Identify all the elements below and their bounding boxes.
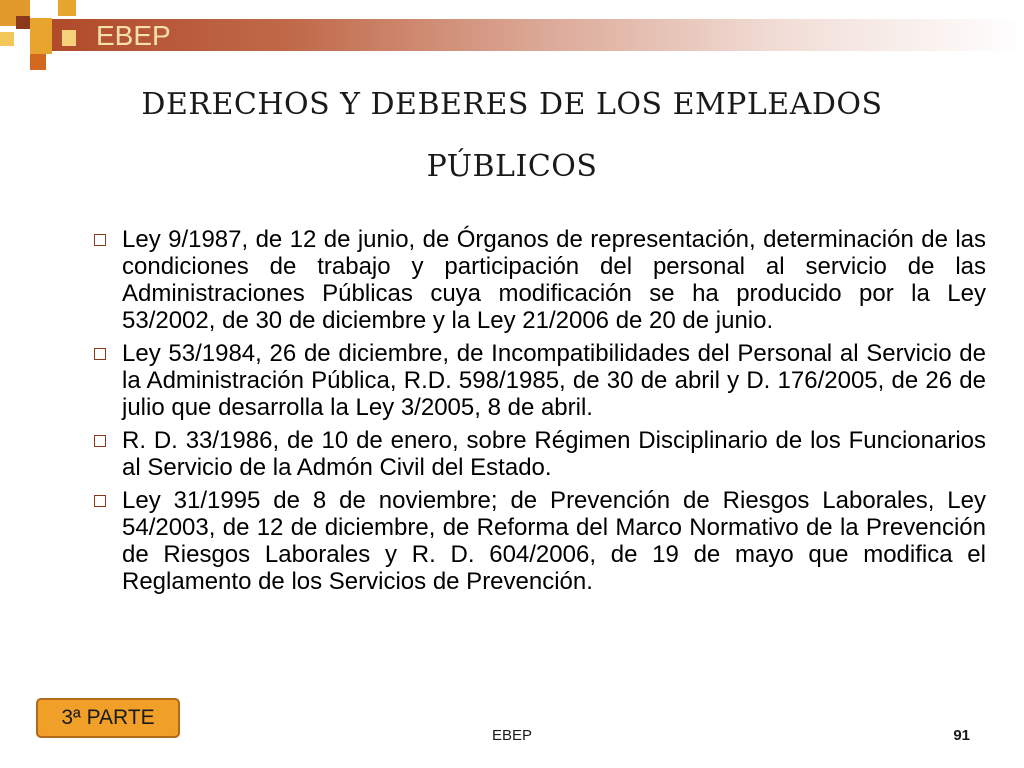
- page-number: 91: [953, 727, 970, 744]
- logo-square: [30, 18, 52, 54]
- square-bullet-icon: [94, 435, 106, 447]
- logo-square: [30, 54, 46, 70]
- bullet-text: R. D. 33/1986, de 10 de enero, sobre Régimen Disciplinario de los Funcionarios al Servicio de la Admón Civil del Estado.: [122, 427, 986, 481]
- slide-title: [40, 74, 984, 198]
- bullet-list: [90, 226, 986, 601]
- logo-square: [16, 16, 30, 29]
- header-label: EBEP: [96, 20, 171, 51]
- bullet-item: [90, 340, 986, 421]
- bullet-item: [90, 427, 986, 481]
- square-bullet-icon: [94, 348, 106, 360]
- bullet-text: Ley 31/1995 de 8 de noviembre; de Prevención de Riesgos Laborales, Ley 54/2003, de 12 de diciembre, de Reforma del Marco Normativo de la Prevención de Riesgos Laborales y R. D. 604/2006, de 19 de mayo que modifica el Reglamento de los Servicios de Prevención.: [122, 487, 986, 595]
- bullet-item: [90, 487, 986, 595]
- header-band: [50, 19, 1024, 51]
- title-line-2: PÚBLICOS: [426, 149, 598, 184]
- logo-square: [58, 0, 76, 16]
- logo-square: [62, 30, 76, 46]
- bullet-text: Ley 53/1984, 26 de diciembre, de Incompatibilidades del Personal al Servicio de la Administración Pública, R.D. 598/1985, de 30 de abril y D. 176/2005, de 26 de julio que desarrolla la Ley 3/2005, 8 de abril.: [122, 340, 986, 421]
- square-bullet-icon: [94, 234, 106, 246]
- parte-button[interactable]: 3ª PARTE: [36, 698, 180, 738]
- title-line-1: DERECHOS Y DEBERES DE LOS EMPLEADOS: [141, 87, 883, 122]
- bullet-item: [90, 226, 986, 334]
- logo-square: [0, 32, 14, 46]
- footer-center-text: EBEP: [491, 727, 533, 744]
- bullet-text: Ley 9/1987, de 12 de junio, de Órganos de representación, determinación de las condiciones de trabajo y participación del personal al servicio de las Administraciones Públicas cuya modificación se ha producido por la Ley 53/2002, de 30 de diciembre y la Ley 21/2006 de 20 de junio.: [122, 226, 986, 334]
- square-bullet-icon: [94, 495, 106, 507]
